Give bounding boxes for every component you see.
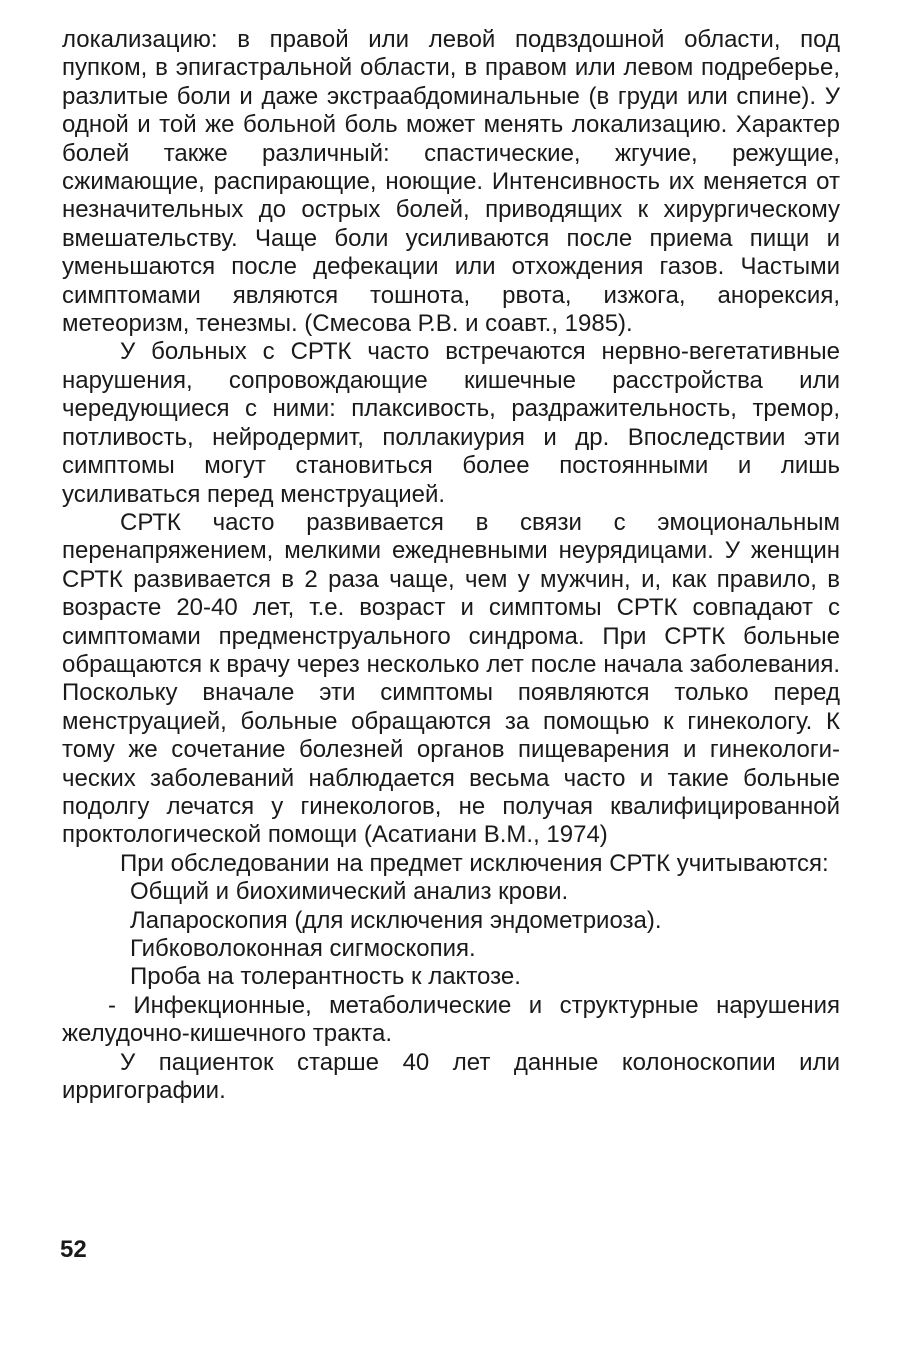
- paragraph-emotional-stress: СРТК часто развивается в связи с эмоциональным перенапряжением, мелкими ежедневными неурядицами. У женщин СРТК развивается в 2 раза чаще, чем у мужчин, и, как правило, в возрасте 20-40 лет, т.е. возраст и симптомы СРТК совпадают с симптомами предменструального синдрома. При СРТК больные обращаются к врачу через несколько лет после начала заболевания. Поскольку вначале эти симптомы появляются только перед менструацией, больные обращаются за помощью к гинекологу. К тому же сочетание болезней органов пищеварения и гинекологи-ческих заболеваний наблюдается весьма часто и такие больные подолгу лечатся у гинекологов, не получая квалифицированной проктологической помощи (Асатиани В.М., 1974): [62, 508, 840, 849]
- page-body: [62, 26, 840, 1105]
- list-item-sigmoscopy: Гибковолоконная сигмоскопия.: [130, 935, 476, 962]
- paragraph-colonoscopy: У пациенток старше 40 лет данные колоноскопии или ирригографии.: [62, 1048, 840, 1105]
- paragraph-examination-intro: При обследовании на предмет исключения СРТК учитываются:: [120, 849, 829, 877]
- list-item-lactose-test: Проба на толерантность к лактозе.: [130, 963, 521, 991]
- list-item-blood-analysis: Общий и биохимический анализ крови.: [130, 878, 569, 906]
- paragraph-symptoms-localization: локализацию: в правой или левой подвздошной области, под пупком, в эпигастральной области, в правом или левом подреберье, разлитые боли и даже экстраабдоминальные (в груди или спине). У одной и той же больной боль может менять локализацию. Характер болей также различный: спастические, жгучие, режущие, сжимающие, распирающие, ноющие. Интенсивность их меняется от незначительных до острых болей, приводящих к хирургическому вмешательству. Чаще боли усиливаются после приема пищи и уменьшаются после дефекации или отхождения газов. Частыми симптомами являются тошнота, рвота, изжога, анорексия, метеоризм, тенезмы. (Смесова Р.В. и соавт., 1985).: [62, 26, 840, 338]
- page-number: 52: [60, 1236, 87, 1263]
- paragraph-neurovegetative: У больных с СРТК часто встречаются нервно-вегетативные нарушения, сопровождающие кишечные расстройства или чередующиеся с ними: плаксивость, раздражительность, тремор, потливость, нейродермит, поллакиурия и др. Впоследствии эти симптомы могут становиться более постоянными и лишь усиливаться перед менструацией.: [62, 338, 840, 508]
- list-item-laparoscopy: Лапароскопия (для исключения эндометриоза).: [130, 906, 662, 934]
- list-item-gi-disorders: - Инфекционные, метаболические и структурные нарушения желудочно-кишечного тракта.: [62, 991, 840, 1048]
